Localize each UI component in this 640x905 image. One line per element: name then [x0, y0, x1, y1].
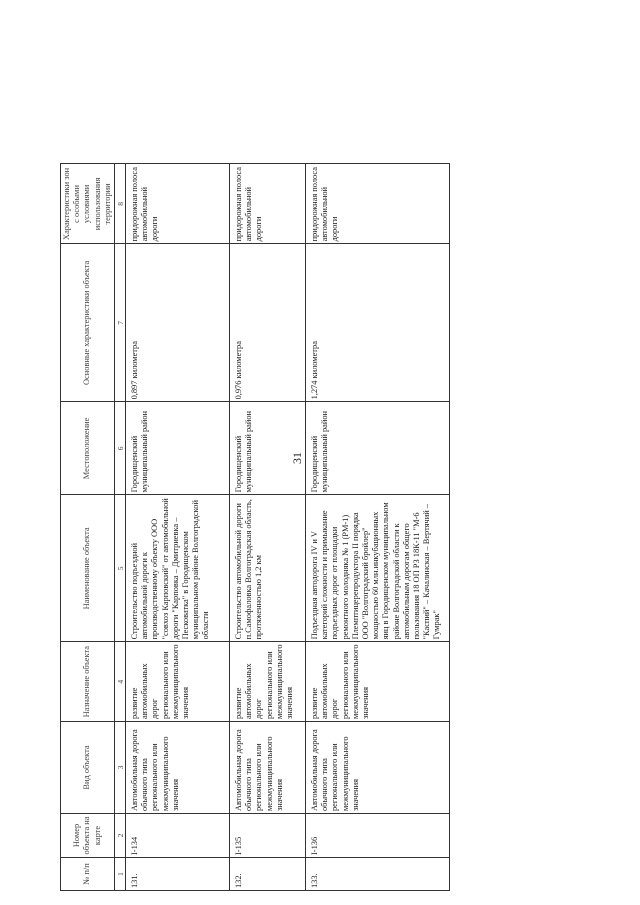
- table-row: [230, 164, 306, 891]
- object-location: Городищенский муниципальный район: [306, 402, 450, 495]
- object-purpose: развитие автомобильных дорог регионального или межмуниципального значения: [126, 642, 230, 722]
- row-number: 132.: [230, 858, 306, 891]
- object-name: Строительство автомобильной дороги п.Самофаловка Волгоградская область, протяженностью 1,2 км: [230, 495, 306, 642]
- zone-characteristics: придорожная полоса автомобильной дороги: [126, 164, 230, 244]
- object-location: Городищенский муниципальный район: [126, 402, 230, 495]
- header-cell: Характеристики зон с особыми условиями использования территории: [61, 164, 115, 244]
- object-location: Городищенский муниципальный район: [230, 402, 306, 495]
- zone-characteristics: придорожная полоса автомобильной дороги: [230, 164, 306, 244]
- object-specs: 1,274 километра: [306, 244, 450, 402]
- column-number: 3: [115, 722, 126, 814]
- header-cell: Назначение объекта: [61, 642, 115, 722]
- object-specs: 0,897 километра: [126, 244, 230, 402]
- object-kind: Автомобильная дорога обычного типа регионального или межмуниципального значения: [230, 722, 306, 814]
- object-kind: Автомобильная дорога обычного типа регионального или межмуниципального значения: [306, 722, 450, 814]
- header-cell: № п/п: [61, 858, 115, 891]
- object-specs: 0,976 километра: [230, 244, 306, 402]
- table-header-row: [61, 164, 115, 891]
- column-number: 2: [115, 814, 126, 858]
- header-cell: Номер объекта на карте: [61, 814, 115, 858]
- column-number: 6: [115, 402, 126, 495]
- header-cell: Наименование объекта: [61, 495, 115, 642]
- map-id: I-135: [230, 814, 306, 858]
- column-number: 1: [115, 858, 126, 891]
- column-number-row: [115, 164, 126, 891]
- object-purpose: развитие автомобильных дорог регионального или межмуниципального значения: [230, 642, 306, 722]
- zone-characteristics: придорожная полоса автомобильной дороги: [306, 164, 450, 244]
- column-number: 8: [115, 164, 126, 244]
- object-name: Подъездная автодорога IV и V категорий сложности и примыкание подъездных дорог от площадки ремонтного молодняка № 1 (РМ-1) Племптицерепродуктора II порядка ООО "Волгоградский бройлер" мощностью 60 млн.инкубационных яиц в Городищенском муниципальном районе Волгоградской области к автомобильным дорогам общего пользования 18 ОП РЗ 18К-11 "М-6 "Каспий" – Качалинская – Вертячий – Гумрак": [306, 495, 450, 642]
- row-number: 133.: [306, 858, 450, 891]
- table-row: [126, 164, 230, 891]
- column-number: 7: [115, 244, 126, 402]
- header-cell: Основные характеристики объекта: [61, 244, 115, 402]
- page-number: 31: [290, 452, 304, 464]
- header-cell: Вид объекта: [61, 722, 115, 814]
- object-name: Строительство подъездной автомобильной дороги к производственному объекту ООО "совхоз Карповский" от автомобильной дороги "Карповка – Дмитриевка – Песковатка" в Городищенском муниципальном районе Волгоградской области: [126, 495, 230, 642]
- objects-table: [60, 163, 450, 891]
- table-row: [306, 164, 450, 891]
- object-kind: Автомобильная дорога обычного типа регионального или межмуниципального значения: [126, 722, 230, 814]
- map-id: I-134: [126, 814, 230, 858]
- object-purpose: развитие автомобильных дорог регионального или межмуниципального значения: [306, 642, 450, 722]
- row-number: 131.: [126, 858, 230, 891]
- column-number: 4: [115, 642, 126, 722]
- header-cell: Местоположение: [61, 402, 115, 495]
- column-number: 5: [115, 495, 126, 642]
- map-id: I-136: [306, 814, 450, 858]
